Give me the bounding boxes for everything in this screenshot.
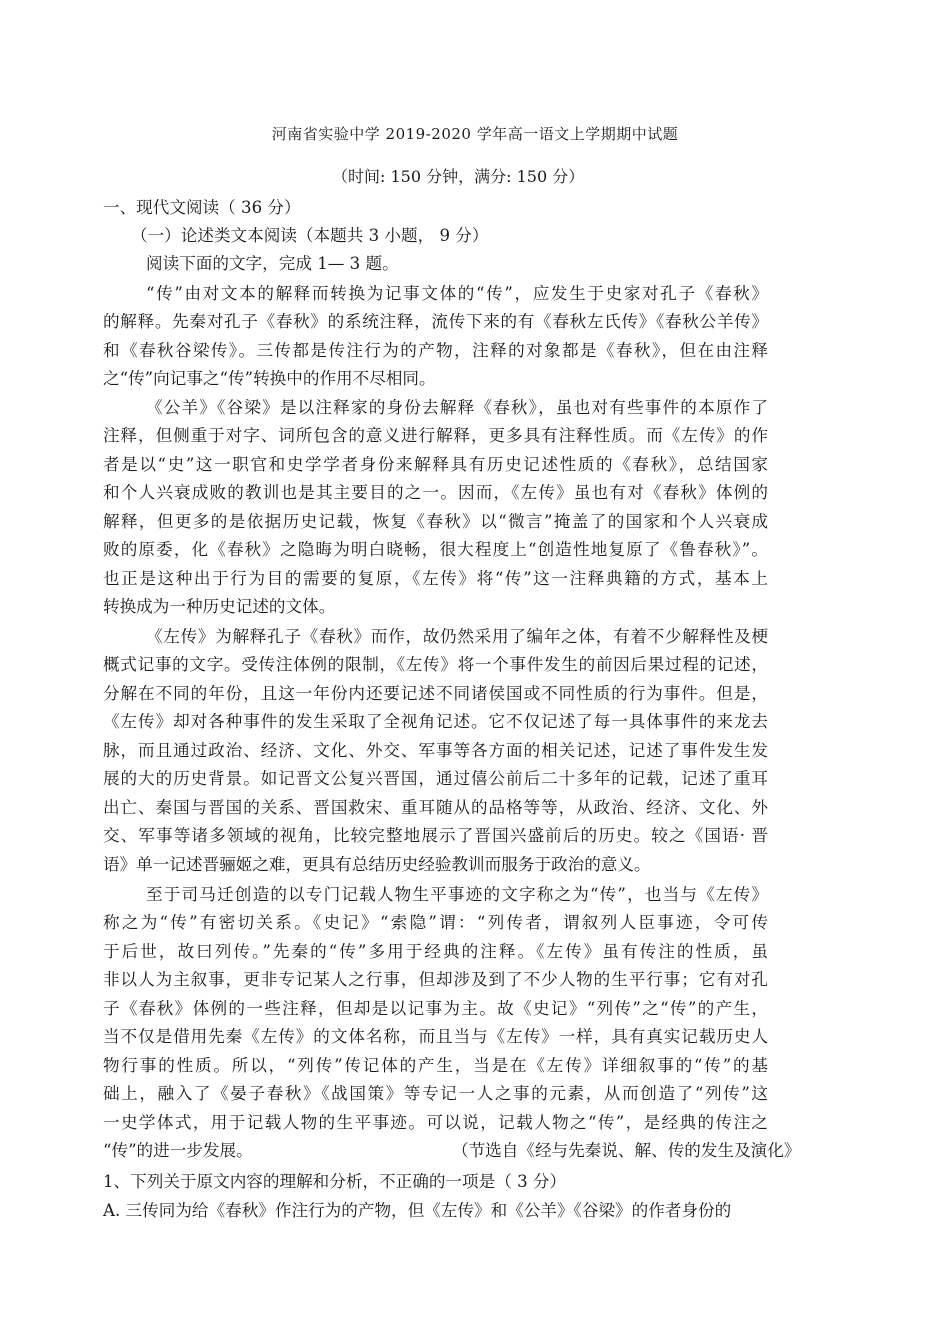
passage-line: 语》单一记述晋骊姬之难，更具有总结历史经验教训而服务于政治的意义。 [103, 855, 651, 874]
passage-line: 之“传”向记事之“传”转换中的作用不尽相同。 [103, 369, 436, 388]
passage-line: “传”的进一步发展。 [103, 1141, 253, 1160]
passage-line: 转换成为一种历史记述的文体。 [103, 597, 336, 616]
passage-line: 子《春秋》体例的一些注释，但却是以记事为主。故《史记》“列传”之“传”的产生， [103, 999, 768, 1018]
passage-line: 础上，融入了《晏子春秋》《战国策》等专记一人之事的元素，从而创造了“列传”这 [103, 1084, 768, 1103]
passage-line: 非以人为主叙事，更非专记某人之行事，但却涉及到了不少人物的生平行事；它有对孔 [103, 970, 768, 989]
passage-line: 者是以“史”这一职官和史学学者身份来解释具有历史记述性质的《春秋》，总结国家 [103, 455, 768, 474]
passage-line: 物行事的性质。所以，“列传”传记体的产生，当是在《左传》详细叙事的“传”的基 [103, 1056, 768, 1075]
passage-line: 的解释。先秦对孔子《春秋》的系统注释，流传下来的有《春秋左氏传》《春秋公羊传》 [103, 312, 768, 331]
passage-line: 出亡、秦国与晋国的关系、晋国救宋、重耳随从的品格等等，从政治、经济、文化、外 [103, 798, 768, 817]
passage-line: 概式记事的文字。受传注体例的限制，《左传》将一个事件发生的前因后果过程的记述， [103, 655, 768, 674]
passage-line: 称之为“传”有密切关系。《史记》“索隐”谓：“列传者，谓叙列人臣事迹，令可传 [103, 913, 768, 932]
passage-line: 解释，但更多的是依据历史记载，恢复《春秋》以“微言”掩盖了的国家和个人兴衰成 [103, 512, 768, 531]
exam-info: （时间: 150 分钟，满分: 150 分） [332, 167, 585, 186]
passage-line: 一史学体式，用于记载人物的生平事迹。可以说，记载人物之“传”，是经典的传注之 [103, 1113, 768, 1132]
passage-line: 展的大的历史背景。如记晋文公复兴晋国，通过僖公前后二十多年的记载，记述了重耳 [103, 769, 768, 788]
passage-line: 至于司马迁创造的以专门记载人物生平事迹的文字称之为“传”，也当与《左传》 [146, 885, 768, 904]
passage-line: 脉，而且通过政治、经济、文化、外交、军事等各方面的相关记述，记述了事件发生发 [103, 741, 768, 760]
passage-line: 和《春秋谷梁传》。三传都是传注行为的产物，注释的对象都是《春秋》，但在由注释 [103, 341, 768, 360]
passage-line: 当不仅是借用先秦《左传》的文体名称，而且当与《左传》一样，具有真实记载历史人 [103, 1027, 768, 1046]
passage-line: 败的原委，化《春秋》之隐晦为明白晓畅，很大程度上“创造性地复原了《鲁春秋》”。 [103, 540, 768, 559]
passage-line: “传”由对文本的解释而转换为记事文体的“传”，应发生于史家对孔子《春秋》 [146, 284, 768, 303]
passage-line: 《公羊》《谷梁》是以注释家的身份去解释《春秋》，虽也对有些事件的本原作了 [146, 398, 768, 417]
passage-line: 和个人兴衰成败的教训也是其主要目的之一。因而，《左传》虽也有对《春秋》体例的 [103, 483, 768, 502]
page-title: 河南省实验中学 2019-2020 学年高一语文上学期期中试题 [271, 125, 679, 143]
passage-line: 《左传》为解释孔子《春秋》而作，故仍然采用了编年之体，有着不少解释性及梗 [146, 627, 768, 646]
passage-line: 《左传》却对各种事件的发生采取了全视角记述。它不仅记述了每一具体事件的来龙去 [103, 712, 768, 731]
passage-line: 注释，但侧重于对字、词所包含的意义进行解释，更多具有注释性质。而《左传》的作 [103, 426, 768, 445]
passage-line: 也正是这种出于行为目的需要的复原，《左传》将“传”这一注释典籍的方式，基本上 [103, 569, 768, 588]
passage-line: 于后世，故曰列传。”先秦的“传”多用于经典的注释。《左传》虽有传注的性质，虽 [103, 942, 768, 961]
reading-instruction: 阅读下面的文字，完成 1— 3 题。 [146, 254, 399, 273]
source-citation: （节选自《经与先秦说、解、传的发生及演化》 [452, 1141, 801, 1160]
passage-line: 交、军事等诸多领域的视角，比较完整地展示了晋国兴盛前后的历史。较之《国语· 晋 [103, 826, 768, 845]
question-stem: 1、下列关于原文内容的理解和分析，不正确的一项是（ 3 分） [103, 1172, 567, 1191]
question-option-a: A. 三传同为给《春秋》作注行为的产物，但《左传》和《公羊》《谷梁》的作者身份的 [103, 1201, 732, 1220]
passage-line: 分解在不同的年份，且这一年份内还要记述不同诸侯国或不同性质的行为事件。但是， [103, 684, 768, 703]
subsection-heading: （一）论述类文本阅读（本题共 3 小题， 9 分） [131, 226, 489, 245]
section-heading: 一、现代文阅读（ 36 分） [103, 198, 301, 217]
